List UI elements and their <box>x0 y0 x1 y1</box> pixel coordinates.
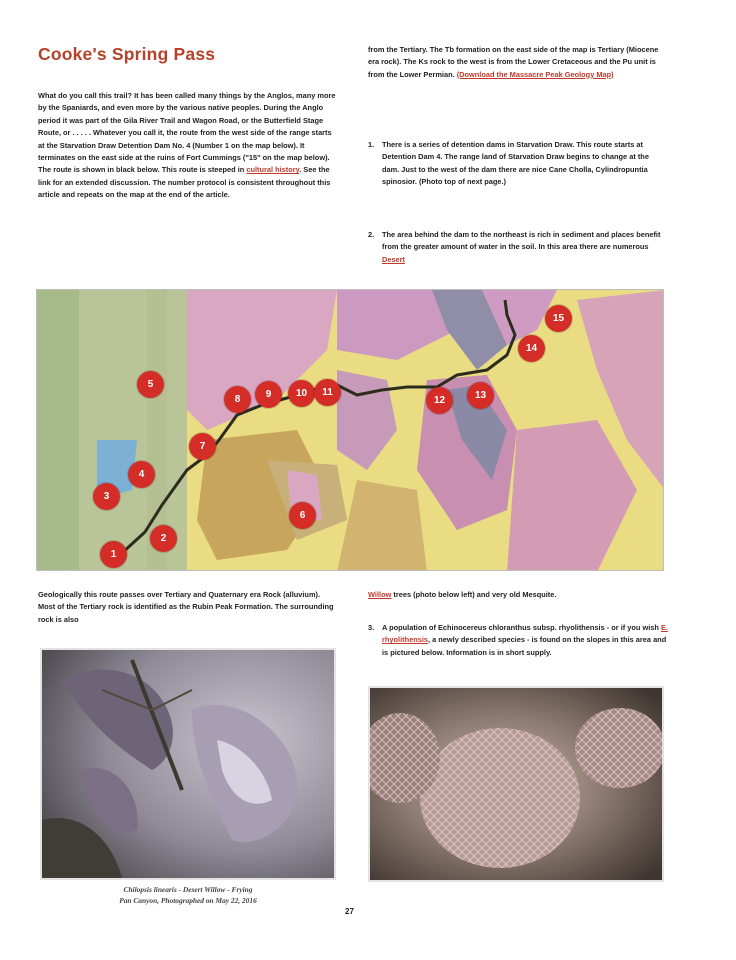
intro-text-end: . See the link for an extended discussion. The number protocol is consistent throughout this article and repeats on the map at the end of the article. <box>38 165 331 200</box>
list-item-text-body: A population of Echinocereus chloranthus subsp. rhyolithensis - or if you wish <box>382 623 659 632</box>
list-item-number: 2. <box>368 230 375 239</box>
willow-text: trees (photo below left) and very old Mesquite. <box>393 590 557 599</box>
list-item <box>368 139 668 189</box>
route-marker-5: 5 <box>137 371 164 398</box>
route-marker-13: 13 <box>467 382 494 409</box>
route-marker-11: 11 <box>314 379 341 406</box>
geology-map-download-link[interactable]: (Download the Massacre Peak Geology Map) <box>456 69 614 79</box>
route-marker-9: 9 <box>255 381 282 408</box>
cultural-history-link[interactable]: cultural history <box>246 165 300 175</box>
intro-paragraph <box>38 90 338 202</box>
route-marker-6: 6 <box>289 502 316 529</box>
willow-link[interactable]: Willow <box>368 590 392 599</box>
geology-paragraph: Geologically this route passes over Tertiary and Quaternary era Rock (alluvium). Most of the Tertiary rock is identified as the Rubin Peak Formation. The surrounding rock is also <box>38 590 334 624</box>
page-title: Cooke's Spring Pass <box>38 44 216 64</box>
route-marker-4: 4 <box>128 461 155 488</box>
list-item-text-end: , a newly described species - is found on the slopes in this area and is pictured below. Information is in short supply. <box>382 635 667 657</box>
list-item-text: There is a series of detention dams in Starvation Draw. This route starts at Detention Dam 4. The range land of Starvation Draw begins to change at the dam. Just to the west of the dam there are nice Cane Cholla, Cylindropuntia spinosior. (Photo top of next page.) <box>382 140 649 187</box>
route-marker-3: 3 <box>93 483 120 510</box>
desert-willow-photo <box>40 648 336 880</box>
tertiary-text: from the Tertiary. The Tb formation on the east side of the map is Tertiary (Miocene era rock). The Ks rock to the west is from the Lower Cretaceous and the Pu unit is from the Lower Permian. <box>368 45 659 79</box>
list-item <box>368 229 668 266</box>
tertiary-paragraph <box>368 44 668 81</box>
echinocereus-cactus-photo <box>368 686 664 882</box>
list-item-text <box>382 622 668 659</box>
photo-caption <box>40 884 336 906</box>
desert-link[interactable]: Desert <box>382 254 406 264</box>
list-item-text-body: The area behind the dam to the northeast is rich in sediment and places benefit from the greater amount of water in the soil. In this area there are numerous <box>382 230 661 252</box>
list-item-number: 1. <box>368 140 375 149</box>
route-marker-10: 10 <box>288 380 315 407</box>
route-marker-8: 8 <box>224 386 251 413</box>
list-item <box>368 622 668 659</box>
list-item-number: 3. <box>368 623 375 632</box>
willow-paragraph <box>368 589 668 601</box>
route-marker-2: 2 <box>150 525 177 552</box>
intro-text: What do you call this trail? It has been called many things by the Anglos, many more by the Spaniards, and even more by the various native peoples. During the Anglo period it was part of the Gila River Trail and Wagon Road, or the Butterfield Stage Route, or . . . . . Whatever you call it, the route from the west side of the range starts at the Starvation Draw Detention Dam No. 4 (Number 1 on the map below). It terminates on the east side at the ruins of Fort Cummings ("15" on the map below). The route is shown in black below. This route is steeped in <box>38 91 336 175</box>
caption-line-1: Chilopsis linearis - Desert Willow - Frying <box>123 885 253 894</box>
e-rhyolithensis-link[interactable]: E. rhyolithensis <box>382 623 668 645</box>
caption-line-2: Pan Canyon, Photographed on May 22, 2016 <box>119 896 257 905</box>
map-graphic <box>37 290 664 571</box>
list-item-text <box>382 229 668 266</box>
route-marker-15: 15 <box>545 305 572 332</box>
page-number: 27 <box>345 907 354 916</box>
route-marker-1: 1 <box>100 541 127 568</box>
route-geology-map <box>36 289 664 571</box>
route-marker-7: 7 <box>189 433 216 460</box>
route-marker-14: 14 <box>518 335 545 362</box>
route-marker-12: 12 <box>426 387 453 414</box>
